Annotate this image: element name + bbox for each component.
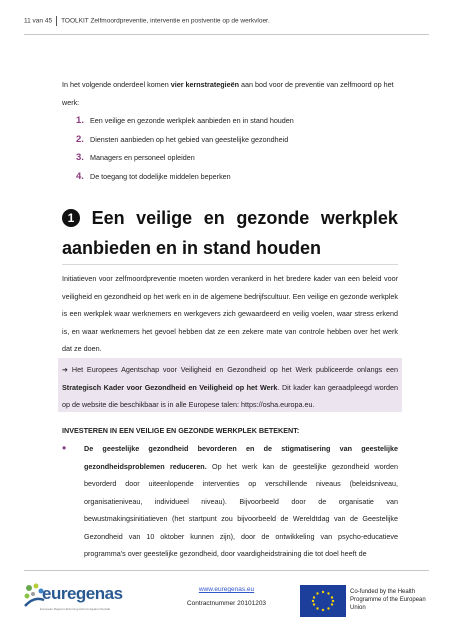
footer-rule <box>24 570 429 571</box>
section-rule <box>62 264 398 265</box>
document-title: TOOLKIT Zelfmoordpreventie, interventie en postventie op de werkvloer. <box>61 17 270 25</box>
list-item: 2. Diensten aanbieden op het gebied van geestelijke gezondheid <box>76 133 289 145</box>
bullet-text: De geestelijke gezondheid bevorderen en de stigmatisering van geestelijke gezondheidsproblemen reduceren. Op het werk kan de geestelijke gezondheid worden bevorderd door uiteenlopende interventies op verschillende niveaus (beleidsniveau, organisatieniveau, individueel niveau). Bijvoorbeeld door de organisatie van bewustmakingsinitiatieven (het startpunt zou bijvoorbeeld de Wereldtdag van de Geestelijke Gezondheid van 10 oktober kunnen zijn), door de ontwikkeling van psycho-educatieve programma's over geestelijke gezondheid, door vaardigheidstraining die tot doel heeft de <box>84 444 398 558</box>
strategy-list <box>76 112 294 186</box>
list-item: 4. De toegang tot dodelijke middelen beperken <box>76 170 231 182</box>
logo-name: euregenas <box>42 584 123 603</box>
header-separator <box>56 16 57 26</box>
arrow-icon: ➔ <box>62 365 69 374</box>
section-heading-line2: aanbieden en in stand houden <box>62 238 322 258</box>
contract-number: Contractnummer 20101203 <box>186 600 267 607</box>
page-number: 11 van 45 <box>24 17 53 25</box>
callout-text: ➔ Het Europees Agentschap voor Veiligheid en Gezondheid op het Werk publiceerde onlangs een Strategisch Kader voor Gezondheid en Veiligheid op het Werk. Dit kader kan geraadpleegd worden op de website die beschikbaar is in alle Europese talen: https://osha.europa.eu. <box>62 365 398 409</box>
logo-tagline: European Regions Enforcing Actions Against Suicide <box>40 607 111 611</box>
page-header <box>24 16 270 26</box>
intro-paragraph: In het volgende onderdeel komen vier kernstrategieën aan bod voor de preventie van zelfmoord op het werk: <box>62 80 394 107</box>
header-rule <box>24 34 429 35</box>
subheading: INVESTEREN IN EEN VEILIGE EN GEZONDE WERKPLEK BETEKENT: <box>62 426 300 435</box>
intro-bold: vier kernstrategieën <box>170 80 240 89</box>
body-paragraph: Initiatieven voor zelfmoordpreventie moeten worden verankerd in het bredere kader van een beleid voor veiligheid en gezondheid op het werk en in de algemene bedrijfscultuur. Een veilige en gezonde werkplek is een werkplek waar werknemers en werkgevers zich gewaardeerd en veilig voelen, waar stress erkend is, en waar werknemers het gevoel hebben dat ze een zekere mate van controle hebben over het werk dat ze doen. <box>62 274 398 353</box>
bullet-icon: • <box>62 441 67 455</box>
section-number-badge: 1 <box>62 209 80 227</box>
eu-flag-icon <box>300 585 346 617</box>
list-item: 1. Een veilige en gezonde werkplek aanbieden en in stand houden <box>76 115 294 126</box>
website-link[interactable]: www.euregenas.eu <box>198 586 255 593</box>
list-item: 3. Managers en personeel opleiden <box>76 152 195 163</box>
eu-funding-text: Co-funded by the Health Programme of the European Union <box>350 589 426 611</box>
section-heading: 1 Een veilige en gezonde werkplek <box>62 204 398 232</box>
